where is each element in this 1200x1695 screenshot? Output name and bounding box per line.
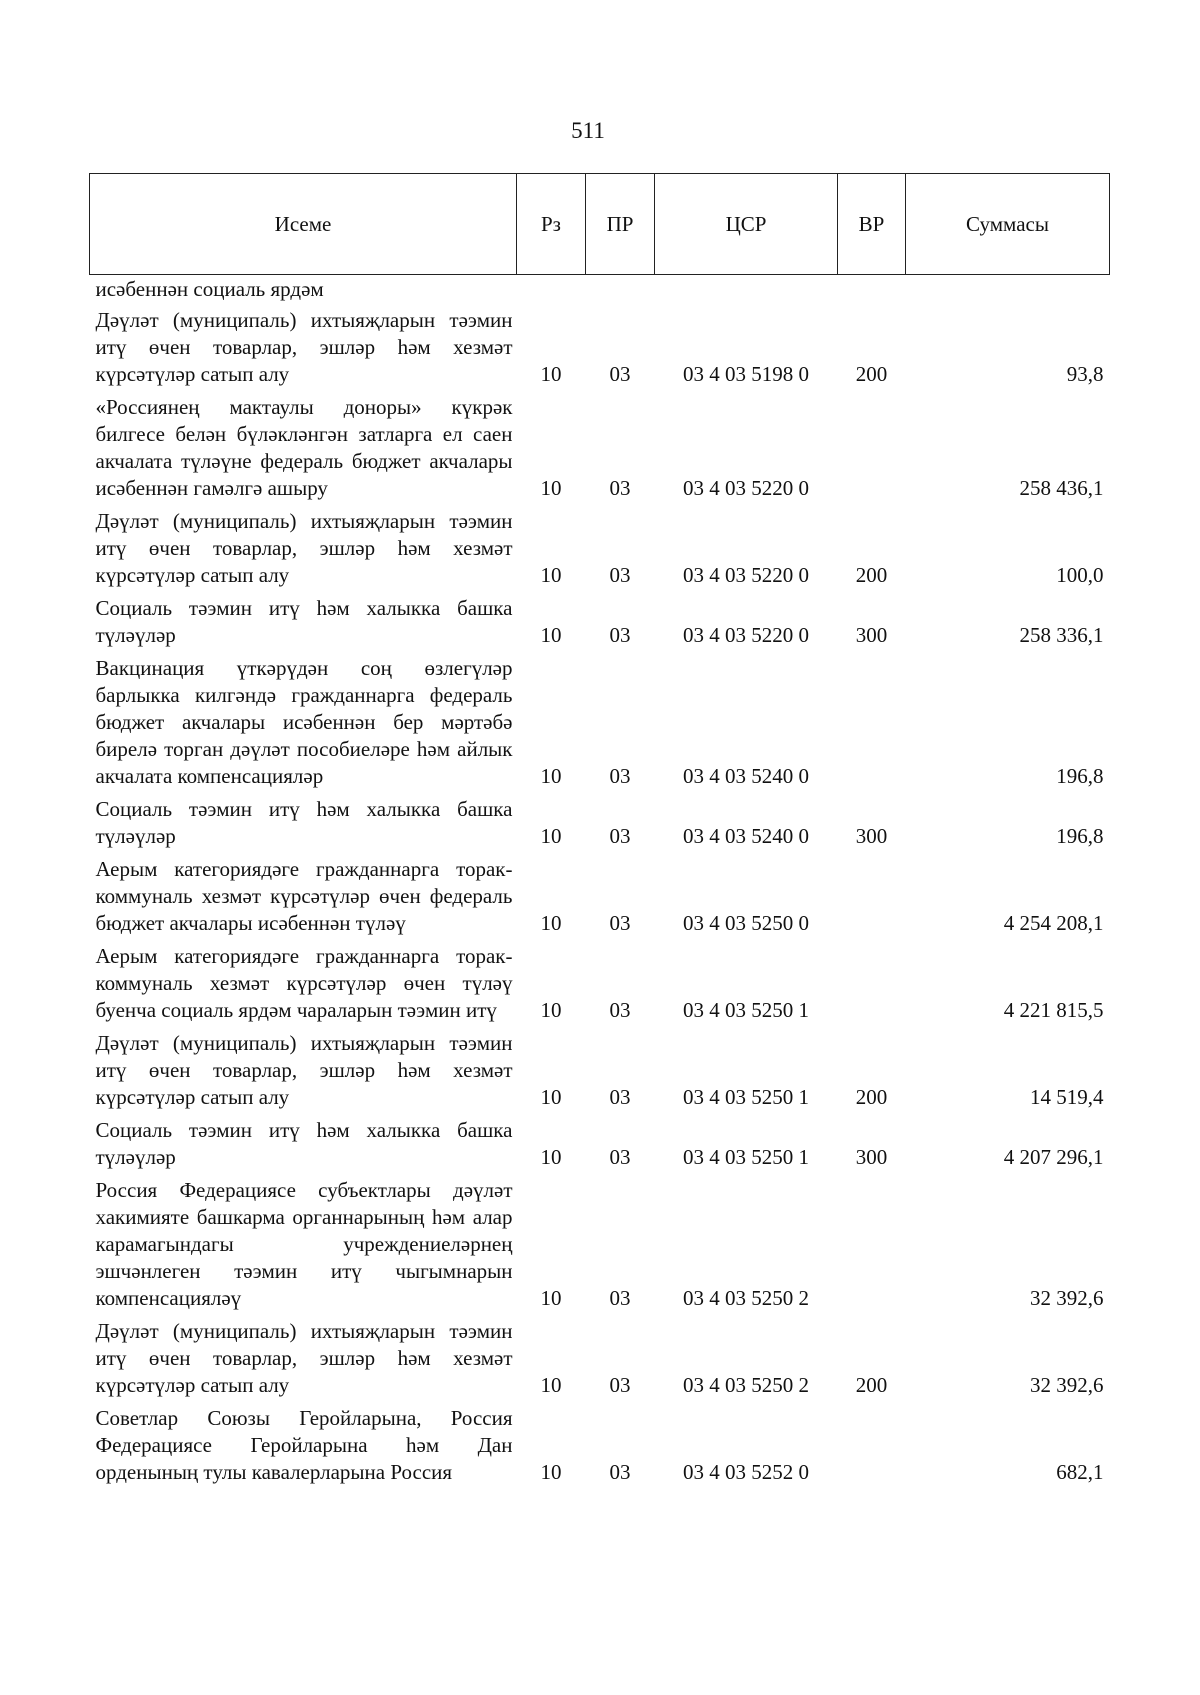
header-vr: ВР — [838, 174, 906, 275]
row-rz: 10 — [540, 623, 562, 647]
table-row — [90, 652, 1110, 793]
row-name: Дәүләт (муниципаль) ихтыяҗларын тәэмин итү өчен товарлар, эшләр һәм хезмәт күрсәтүләр сатып алу — [95, 1319, 513, 1397]
row-sum: 258 436,1 — [1019, 476, 1104, 500]
table-body — [90, 275, 1110, 1490]
row-rz: 10 — [540, 1085, 562, 1109]
row-sum: 14 519,4 — [1030, 1085, 1104, 1109]
row-rz: 10 — [540, 563, 562, 587]
row-vr: 300 — [855, 824, 888, 848]
row-name: Дәүләт (муниципаль) ихтыяҗларын тәэмин итү өчен товарлар, эшләр һәм хезмәт күрсәтүләр сатып алу — [95, 1031, 513, 1109]
row-pr: 03 — [609, 362, 631, 386]
row-sum: 258 336,1 — [1019, 623, 1104, 647]
header-csr: ЦСР — [655, 174, 838, 275]
row-rz: 10 — [540, 1145, 562, 1169]
row-sum: 196,8 — [1056, 824, 1104, 848]
row-sum: 4 221 815,5 — [1003, 998, 1104, 1022]
row-sum: 4 207 296,1 — [1003, 1145, 1104, 1169]
row-vr — [838, 391, 906, 505]
row-vr: 200 — [855, 1085, 888, 1109]
row-pr: 03 — [609, 764, 631, 788]
table-row — [90, 592, 1110, 652]
row-pr: 03 — [609, 1085, 631, 1109]
row-sum: 93,8 — [1066, 362, 1104, 386]
row-name: Социаль тәэмин итү һәм халыкка башка түләүләр — [95, 596, 513, 647]
table-row — [90, 1027, 1110, 1114]
row-csr: 03 4 03 5252 0 — [683, 1460, 809, 1484]
row-sum: 32 392,6 — [1030, 1286, 1104, 1310]
row-name: «Россиянең мактаулы доноры» күкрәк билгесе белән бүләкләнгән затларга ел саен акчалата түләүне федераль бюджет акчалары исәбеннән гамәлгә ашыру — [95, 395, 513, 500]
row-vr — [838, 1174, 906, 1315]
row-sum: 32 392,6 — [1030, 1373, 1104, 1397]
row-rz: 10 — [540, 911, 562, 935]
table-row — [90, 505, 1110, 592]
header-sum: Суммасы — [906, 174, 1110, 275]
table-row — [90, 940, 1110, 1027]
row-name: Аерым категориядәге гражданнарга торак-коммуналь хезмәт күрсәтүләр өчен түләү буенча социаль ярдәм чараларын тәэмин итү — [95, 944, 513, 1022]
row-name: Дәүләт (муниципаль) ихтыяҗларын тәэмин итү өчен товарлар, эшләр һәм хезмәт күрсәтүләр сатып алу — [95, 509, 513, 587]
row-pr: 03 — [609, 1286, 631, 1310]
row-csr: 03 4 03 5250 0 — [683, 911, 809, 935]
row-name: Россия Федерациясе субъектлары дәүләт хакимияте башкарма органнарының һәм алар карамагындагы учреждениеләрнең эшчәнлеген тәэмин итү чыгымнарын компенсацияләү — [95, 1178, 513, 1310]
row-csr: 03 4 03 5240 0 — [683, 764, 809, 788]
row-csr: 03 4 03 5250 1 — [683, 1085, 809, 1109]
row-rz: 10 — [540, 1373, 562, 1397]
row-rz: 10 — [540, 998, 562, 1022]
row-pr: 03 — [609, 1460, 631, 1484]
continuation-text: исәбеннән социаль ярдәм — [95, 277, 324, 301]
row-csr: 03 4 03 5240 0 — [683, 824, 809, 848]
row-csr: 03 4 03 5250 1 — [683, 1145, 809, 1169]
row-csr: 03 4 03 5220 0 — [683, 476, 809, 500]
table-row — [90, 1315, 1110, 1402]
row-vr: 200 — [855, 563, 888, 587]
table-row — [90, 1402, 1110, 1489]
table-row — [90, 1174, 1110, 1315]
row-pr: 03 — [609, 1373, 631, 1397]
row-vr — [838, 1402, 906, 1489]
row-name: Аерым категориядәге гражданнарга торак-коммуналь хезмәт күрсәтүләр өчен федераль бюджет акчалары исәбеннән түләү — [95, 857, 513, 935]
row-csr: 03 4 03 5220 0 — [683, 563, 809, 587]
row-csr: 03 4 03 5220 0 — [683, 623, 809, 647]
row-vr: 200 — [855, 362, 888, 386]
table-row — [90, 304, 1110, 391]
row-vr: 300 — [855, 1145, 888, 1169]
row-sum: 100,0 — [1056, 563, 1104, 587]
row-vr — [838, 940, 906, 1027]
row-rz: 10 — [540, 764, 562, 788]
row-name: Дәүләт (муниципаль) ихтыяҗларын тәэмин итү өчен товарлар, эшләр һәм хезмәт күрсәтүләр сатып алу — [95, 308, 513, 386]
row-name: Социаль тәэмин итү һәм халыкка башка түләүләр — [95, 797, 513, 848]
row-pr: 03 — [609, 998, 631, 1022]
row-rz: 10 — [540, 824, 562, 848]
row-sum: 4 254 208,1 — [1003, 911, 1104, 935]
budget-table — [89, 173, 1110, 1489]
page-number: 511 — [571, 118, 605, 143]
row-csr: 03 4 03 5198 0 — [683, 362, 809, 386]
header-rz: Рз — [517, 174, 586, 275]
row-pr: 03 — [609, 824, 631, 848]
row-vr: 200 — [855, 1373, 888, 1397]
header-name: Исеме — [90, 174, 517, 275]
row-vr — [838, 853, 906, 940]
row-rz: 10 — [540, 476, 562, 500]
row-csr: 03 4 03 5250 2 — [683, 1286, 809, 1310]
row-sum: 682,1 — [1056, 1460, 1104, 1484]
continuation-row — [90, 275, 1110, 305]
table-row — [90, 793, 1110, 853]
table-row — [90, 853, 1110, 940]
row-rz: 10 — [540, 1460, 562, 1484]
row-vr — [838, 652, 906, 793]
row-pr: 03 — [609, 563, 631, 587]
row-csr: 03 4 03 5250 1 — [683, 998, 809, 1022]
row-pr: 03 — [609, 476, 631, 500]
table-row — [90, 1114, 1110, 1174]
row-pr: 03 — [609, 1145, 631, 1169]
table-header — [90, 174, 1110, 275]
row-pr: 03 — [609, 623, 631, 647]
row-pr: 03 — [609, 911, 631, 935]
row-name: Советлар Союзы Геройларына, Россия Федерациясе Геройларына һәм Дан орденының тулы кавалерларына Россия — [95, 1406, 513, 1484]
row-sum: 196,8 — [1056, 764, 1104, 788]
row-csr: 03 4 03 5250 2 — [683, 1373, 809, 1397]
row-vr: 300 — [855, 623, 888, 647]
row-rz: 10 — [540, 362, 562, 386]
header-pr: ПР — [586, 174, 655, 275]
row-rz: 10 — [540, 1286, 562, 1310]
table-row — [90, 391, 1110, 505]
row-name: Социаль тәэмин итү һәм халыкка башка түләүләр — [95, 1118, 513, 1169]
row-name: Вакцинация үткәрүдән соң өзлегүләр барлыкка килгәндә гражданнарга федераль бюджет акчалары исәбеннән бер мәртәбә бирелә торган дәүләт пособиеләре һәм айлык акчалата компенсацияләр — [95, 656, 513, 788]
